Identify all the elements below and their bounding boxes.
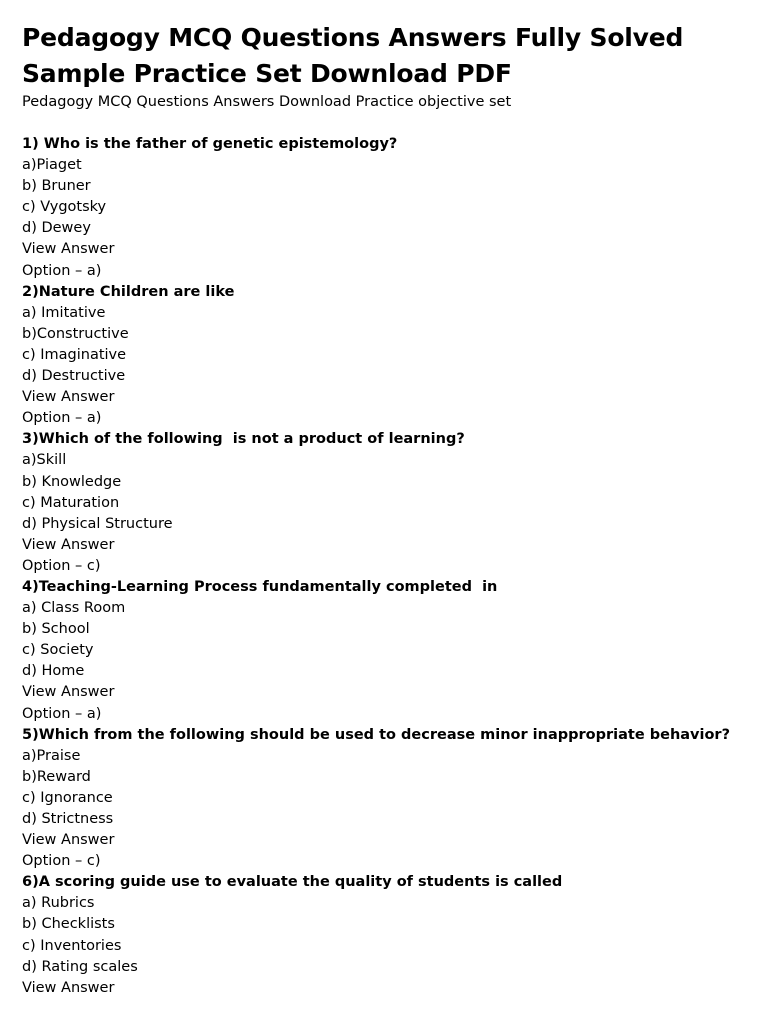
answer-option: a) Rubrics [22,895,95,912]
answer-option: a) Imitative [22,304,106,321]
correct-answer: Option – c) [22,853,101,870]
view-answer-link[interactable]: View Answer [22,241,115,258]
question-text: 6)A scoring guide use to evaluate the quality of students is called [22,874,563,891]
answer-option: c) Ignorance [22,789,113,806]
correct-answer: Option – c) [22,557,101,574]
answer-option: c) Imaginative [22,346,127,363]
title-line-2: Sample Practice Set Download PDF [22,59,512,88]
answer-option: d) Physical Structure [22,515,173,532]
document-subtitle: Pedagogy MCQ Questions Answers Download Practice objective set [22,94,512,110]
answer-option: c) Society [22,642,94,659]
answer-option: d) Home [22,663,85,680]
answer-option: d) Rating scales [22,958,138,975]
answer-option: a)Praise [22,747,81,764]
question-block [22,577,757,725]
question-text: 1) Who is the father of genetic epistemology? [22,136,398,152]
question-block [22,725,757,873]
answer-option: a) Class Room [22,600,126,617]
question-text: 4)Teaching-Learning Process fundamentally completed in [22,578,498,595]
view-answer-link[interactable]: View Answer [22,536,115,553]
question-text: 2)Nature Children are like [22,283,235,300]
title-line-1: Pedagogy MCQ Questions Answers Fully Solved [22,23,684,52]
question-block [22,134,757,282]
correct-answer: Option – a) [22,705,102,722]
question-block [22,872,757,999]
answer-option: b) Checklists [22,916,115,933]
question-text: 3)Which of the following is not a product of learning? [22,431,465,448]
answer-option: d) Strictness [22,811,114,827]
answer-option: a)Skill [22,452,67,469]
answer-option: b)Constructive [22,325,129,342]
view-answer-link[interactable]: View Answer [22,684,115,701]
answer-option: c) Inventories [22,937,122,954]
answer-option: b) Bruner [22,178,91,195]
question-block [22,282,757,430]
document-title [22,20,757,92]
document-page [22,20,757,999]
answer-option: d) Dewey [22,220,91,237]
answer-option: c) Vygotsky [22,199,107,216]
view-answer-link[interactable]: View Answer [22,389,115,406]
answer-option: b) School [22,621,90,638]
view-answer-link[interactable]: View Answer [22,979,115,996]
correct-answer: Option – a) [22,262,102,279]
question-text: 5)Which from the following should be used to decrease minor inappropriate behavior? [22,726,730,743]
answer-option: c) Maturation [22,494,120,511]
answer-option: b)Reward [22,768,91,785]
answer-option: d) Destructive [22,368,126,385]
question-block [22,429,757,577]
correct-answer: Option – a) [22,410,102,427]
view-answer-link[interactable]: View Answer [22,832,115,849]
answer-option: a)Piaget [22,157,82,174]
answer-option: b) Knowledge [22,473,122,490]
